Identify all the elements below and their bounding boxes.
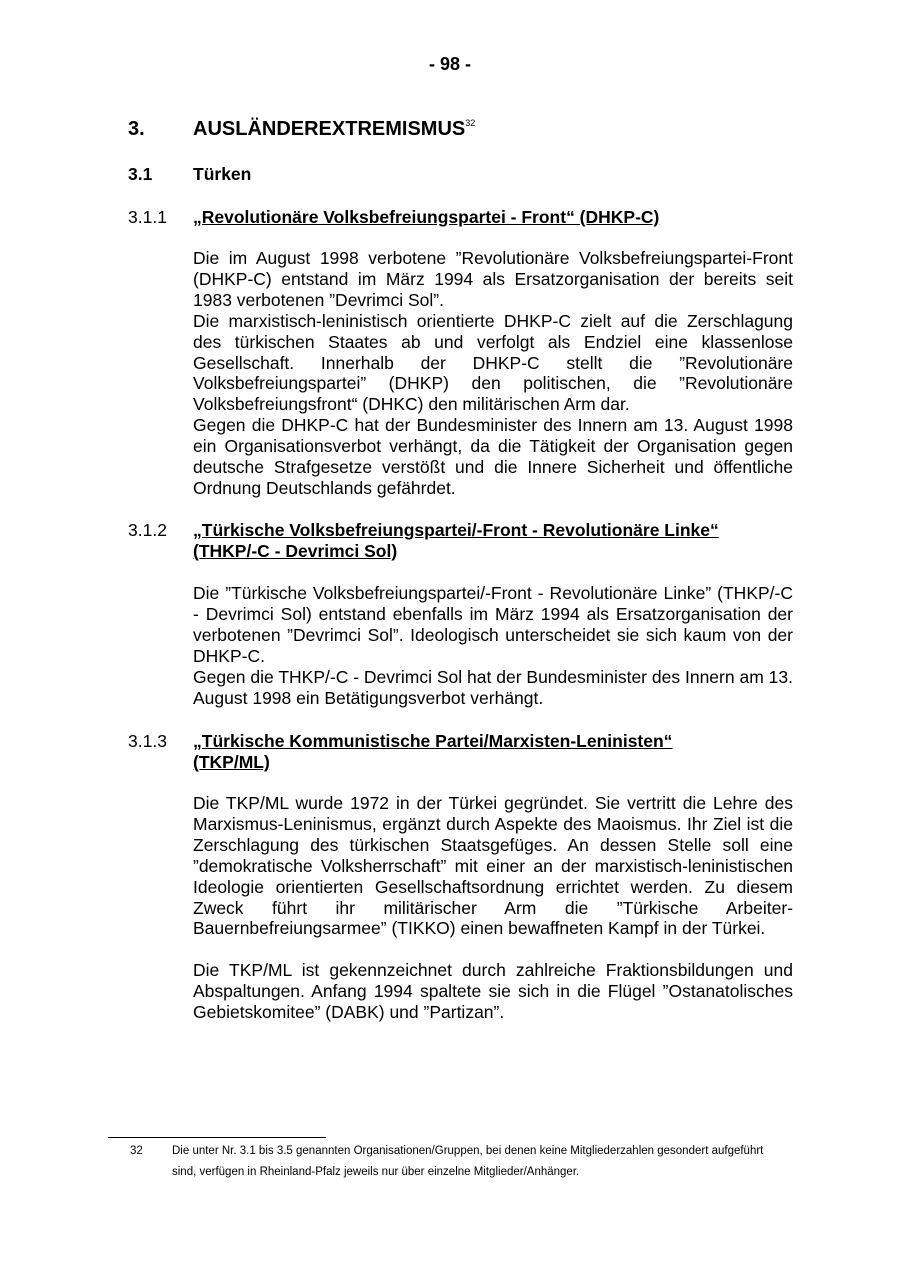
body-text-3-1-3 [193,793,793,1023]
paragraph: Die TKP/ML wurde 1972 in der Türkei gegründet. Sie vertritt die Lehre des Marxismus-Leninismus, ergänzt durch Aspekte des Maoismus. Ihr Ziel ist die Zerschlagung des türkischen Staatsgefüges. An dessen Stelle soll eine ”demokratische Volksherrschaft” mit einer an der marxistisch-leninistischen Ideologie orientierten Gesellschaftsordnung errichtet werden. Zu diesem Zweck führt ihr militärischer Arm die ”Türkische Arbeiter-Bauernbefreiungsarmee” (TIKKO) einen bewaffneten Kampf in der Türkei. [193,793,793,939]
chapter-heading [128,118,475,141]
paragraph: Die ”Türkische Volksbefreiungspartei/-Front - Revolutionäre Linke” (THKP/-C - Devrimci Sol) entstand ebenfalls im März 1994 als Ersatzorganisation der verbotenen ”Devrimci Sol”. Ideologisch unterscheidet sie sich kaum von der DHKP-C. [193,583,793,666]
section-heading [128,164,251,185]
body-text-3-1-2 [193,583,793,708]
subsection-title-line-2: (TKP/ML) [193,752,270,772]
footnote-separator [108,1137,326,1138]
section-title: Türken [193,164,252,184]
footnote-number: 32 [130,1145,143,1157]
footnote-text: Die unter Nr. 3.1 bis 3.5 genannten Organisationen/Gruppen, bei denen keine Mitgliederzahlen gesondert aufgeführt sind, verfügen in Rheinland-Pfalz jeweils nur über einzelne Mitglieder/Anhänger. [172,1145,764,1178]
section-number: 3.1 [128,164,153,184]
chapter-number: 3. [128,118,145,140]
page-number: - 98 - [428,54,471,74]
subsection-title-line-1: „Türkische Volksbefreiungspartei/-Front - Revolutionäre Linke“ [193,520,719,540]
paragraph: Die TKP/ML ist gekennzeichnet durch zahlreiche Fraktionsbildungen und Abspaltungen. Anfang 1994 spaltete sie sich in die Flügel ”Ostanatolisches Gebietskomitee” (DABK) und ”Partizan”. [193,960,793,1023]
subsection-title: „Revolutionäre Volksbefreiungspartei - Front“ (DHKP-C) [193,207,660,227]
paragraph: Gegen die THKP/-C - Devrimci Sol hat der Bundesminister des Innern am 13. August 1998 ein Betätigungsverbot verhängt. [193,666,793,708]
subsection-number: 3.1.2 [128,520,167,540]
paragraph: Gegen die DHKP-C hat der Bundesminister des Innern am 13. August 1998 ein Organisationsverbot verhängt, da die Tätigkeit der Organisation gegen deutsche Strafgesetze verstößt und die Innere Sicherheit und öffentliche Ordnung Deutschlands gefährdet. [193,415,793,498]
footnote-reference[interactable]: 32 [465,118,476,128]
paragraph: Die marxistisch-leninistisch orientierte DHKP-C zielt auf die Zerschlagung des türkischen Staates ab und verfolgt als Endziel eine klassenlose Gesellschaft. Innerhalb der DHKP-C stellt die ”Revolutionäre Volksbefreiungspartei” (DHKP) den politischen, die ”Revolutionäre Volksbefreiungsfront“ (DHKC) den militärischen Arm dar. [193,310,793,415]
subsection-title-line-2: (THKP/-C - Devrimci Sol) [193,541,398,561]
paragraph: Die im August 1998 verbotene ”Revolutionäre Volksbefreiungspartei-Front (DHKP-C) entstand im März 1994 als Ersatzorganisation der bereits seit 1983 verbotenen ”Devrimci Sol”. [193,248,793,310]
subsection-title-line-1: „Türkische Kommunistische Partei/Marxisten-Leninisten“ [193,731,673,751]
body-text-3-1-1 [193,248,793,499]
subsection-number: 3.1.1 [128,207,167,227]
chapter-title: AUSLÄNDEREXTREMISMUS [193,118,466,140]
subsection-number: 3.1.3 [128,731,167,751]
